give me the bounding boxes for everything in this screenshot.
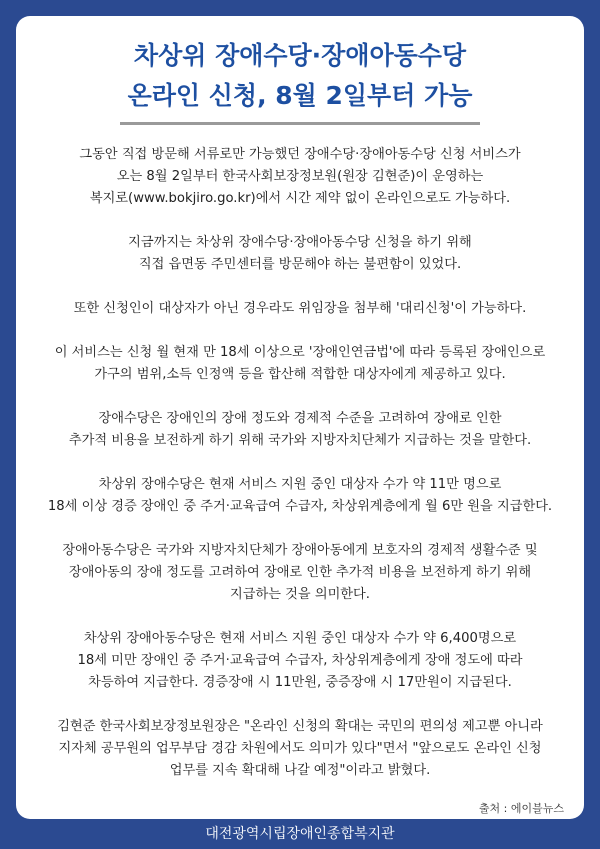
paragraph-6 xyxy=(30,474,570,518)
paragraph-line: 차상위 장애아동수당은 현재 서비스 지원 중인 대상자 수가 약 6,400명으로 xyxy=(83,631,517,646)
paragraph-line: 지금까지는 차상위 장애수당·장애아동수당 신청을 하기 위해 xyxy=(128,235,472,250)
notice-card xyxy=(16,16,584,819)
paragraph-8 xyxy=(30,628,570,694)
paragraph-line: 또한 신청인이 대상자가 아닌 경우라도 위임장을 첨부해 '대리신청'이 가능하다. xyxy=(73,301,527,316)
page-title xyxy=(16,36,584,116)
paragraph-line: 그동안 직접 방문해 서류로만 가능했던 장애수당·장애아동수당 신청 서비스가 xyxy=(79,147,521,162)
paragraph-line: 장애아동수당은 국가와 지방자치단체가 장애아동에게 보호자의 경제적 생활수준 및 xyxy=(62,543,538,558)
paragraph-9 xyxy=(30,716,570,782)
paragraph-line: 장애아동의 장애 정도를 고려하여 장애로 인한 추가적 비용을 보전하게 하기 위해 xyxy=(68,565,532,580)
source-credit: 출처 : 에이블뉴스 xyxy=(478,802,564,815)
paragraph-line: 지자체 공무원의 업무부담 경감 차원에서도 의미가 있다"면서 "앞으로도 온라인 신청 xyxy=(58,741,542,756)
paragraph-7 xyxy=(30,540,570,606)
paragraph-line: 장애수당은 장애인의 장애 정도와 경제적 수준을 고려하여 장애로 인한 xyxy=(98,411,502,426)
paragraph-line: 직접 읍면동 주민센터를 방문해야 하는 불편함이 있었다. xyxy=(138,257,462,272)
paragraph-line: 가구의 범위,소득 인정액 등을 합산해 적합한 대상자에게 제공하고 있다. xyxy=(94,367,506,382)
paragraph-5 xyxy=(30,408,570,452)
title-line-2: 온라인 신청, 8월 2일부터 가능 xyxy=(127,81,473,110)
paragraph-line: 김현준 한국사회보장정보원장은 "온라인 신청의 확대는 국민의 편의성 제고뿐 아니라 xyxy=(57,719,543,734)
title-line-1: 차상위 장애수당·장애아동수당 xyxy=(133,41,467,70)
article-body xyxy=(30,144,570,804)
paragraph-line: 18세 미만 장애인 중 주거·교육급여 수급자, 차상위계층에게 장애 정도에 따라 xyxy=(77,653,523,668)
footer-organization: 대전광역시립장애인종합복지관 xyxy=(205,826,395,842)
paragraph-4 xyxy=(30,342,570,386)
paragraph-1 xyxy=(30,144,570,210)
paragraph-3 xyxy=(30,298,570,320)
paragraph-line: 업무를 지속 확대해 나갈 예정"이라고 밝혔다. xyxy=(169,763,431,778)
paragraph-line: 추가적 비용을 보전하게 하기 위해 국가와 지방자치단체가 지급하는 것을 말한다. xyxy=(68,433,532,448)
paragraph-line: 이 서비스는 신청 월 현재 만 18세 이상으로 '장애인연금법'에 따라 등록된 장애인으로 xyxy=(54,345,546,360)
paragraph-line: 오는 8월 2일부터 한국사회보장정보원(원장 김현준)이 운영하는 xyxy=(116,169,484,184)
title-divider xyxy=(120,122,480,125)
paragraph-line: 지급하는 것을 의미한다. xyxy=(230,587,370,602)
paragraph-line: 차등하여 지급한다. 경증장애 시 11만원, 중증장애 시 17만원이 지급된다. xyxy=(88,675,512,690)
paragraph-line: 18세 이상 경증 장애인 중 주거·교육급여 수급자, 차상위계층에게 월 6만 원을 지급한다. xyxy=(47,499,553,514)
paragraph-line: 차상위 장애수당은 현재 서비스 지원 중인 대상자 수가 약 11만 명으로 xyxy=(98,477,502,492)
paragraph-line: 복지로(www.bokjiro.go.kr)에서 시간 제약 없이 온라인으로도 가능하다. xyxy=(89,191,511,206)
paragraph-2 xyxy=(30,232,570,276)
